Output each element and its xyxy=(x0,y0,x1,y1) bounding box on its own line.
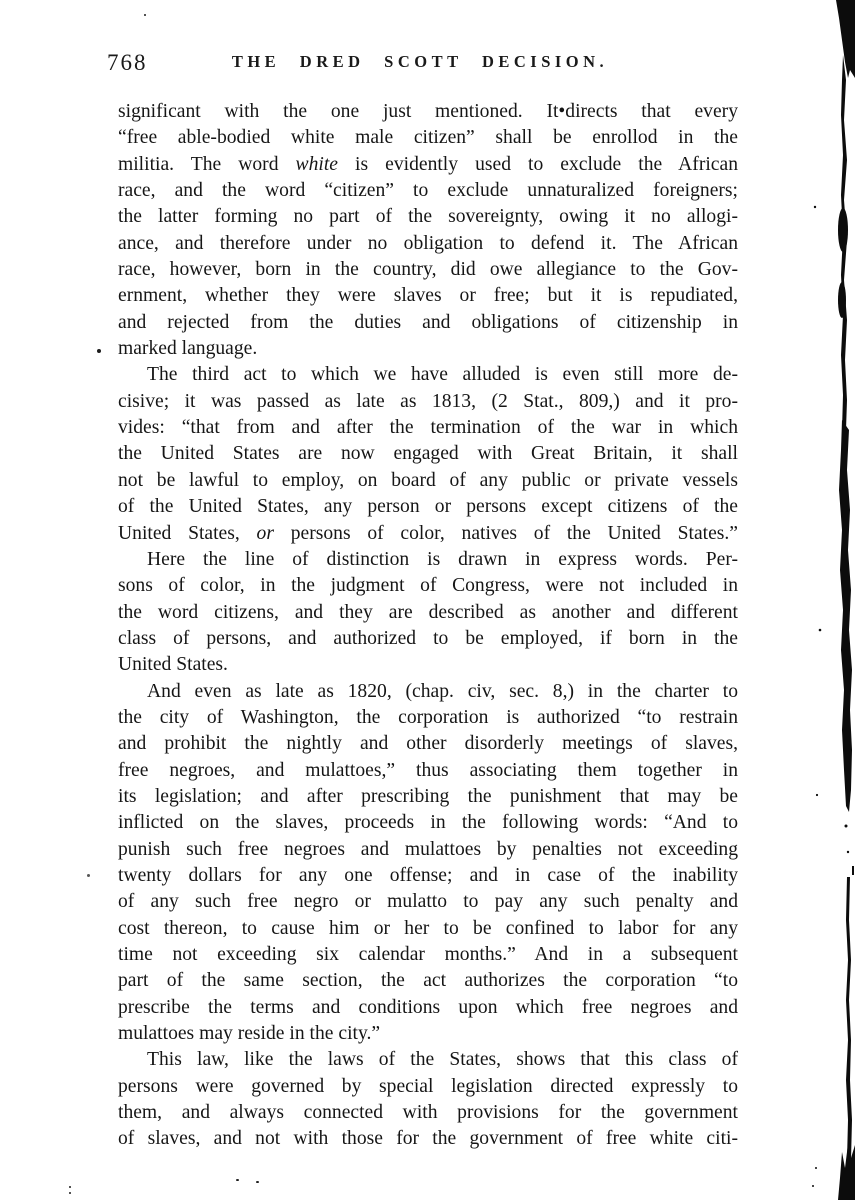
scan-speck xyxy=(69,1186,71,1188)
scan-speck xyxy=(236,1179,239,1181)
text-line: and prohibit the nightly and other disorderly meetings of slaves, xyxy=(118,733,738,755)
text-line: its legislation; and after prescribing the punishment that may be xyxy=(118,785,738,807)
text-line: significant with the one just mentioned. It•directs that every xyxy=(118,101,738,122)
text-line: class of persons, and authorized to be employed, if born in the xyxy=(118,627,738,649)
text-line: free negroes, and mulattoes,” thus associating them together in xyxy=(118,759,738,781)
text-block xyxy=(118,99,738,1153)
text-line: “free able-bodied white male citizen” shall be enrollod in the xyxy=(118,127,738,149)
text-line: Here the line of distinction is drawn in express words. Per- xyxy=(147,548,738,570)
text-line: race, however, born in the country, did owe allegiance to the Gov- xyxy=(118,259,738,281)
scan-speck xyxy=(144,14,146,16)
text-line: the word citizens, and they are described as another and different xyxy=(118,601,738,623)
text-line: cost thereon, to cause him or her to be confined to labor for any xyxy=(118,917,738,939)
text-line: The third act to which we have alluded is even still more de- xyxy=(147,364,738,386)
text-line: vides: “that from and after the termination of the war in which xyxy=(118,417,738,439)
text-line: ernment, whether they were slaves or free; but it is repudiated, xyxy=(118,285,738,307)
text-line: mulattoes may reside in the city.” xyxy=(118,1023,381,1045)
text-line: not be lawful to employ, on board of any public or private vessels xyxy=(118,469,738,491)
text-line: of any such free negro or mulatto to pay any such penalty and xyxy=(118,891,738,913)
scan-speck xyxy=(97,349,101,353)
text-line: cisive; it was passed as late as 1813, (2 Stat., 809,) and it pro- xyxy=(118,390,738,412)
scan-speck xyxy=(87,874,90,877)
text-line: and rejected from the duties and obligations of citizenship in xyxy=(118,311,738,333)
text-line: United States. xyxy=(118,654,228,676)
text-line: militia. The word white is evidently used to exclude the African xyxy=(118,153,738,175)
text-line: prescribe the terms and conditions upon which free negroes and xyxy=(118,996,738,1018)
text-line: sons of color, in the judgment of Congress, were not included in xyxy=(118,575,738,597)
text-line: the city of Washington, the corporation is authorized “to restrain xyxy=(118,706,738,728)
text-line: And even as late as 1820, (chap. civ, sec. 8,) in the charter to xyxy=(147,680,738,702)
text-line: the latter forming no part of the sovereignty, owing it no allogi- xyxy=(118,206,738,228)
text-line: of slaves, and not with those for the government of free white citi- xyxy=(118,1128,738,1150)
scan-artifact-right-edge xyxy=(810,0,855,1200)
text-line: marked language. xyxy=(118,338,258,360)
text-line: United States, or persons of color, natives of the United States.” xyxy=(118,522,738,544)
text-line: This law, like the laws of the States, shows that this class of xyxy=(147,1049,738,1071)
scan-speck xyxy=(256,1181,259,1183)
text-line: twenty dollars for any one offense; and in case of the inability xyxy=(118,864,738,886)
scan-speck xyxy=(69,1192,71,1194)
text-line: them, and always connected with provisions for the government xyxy=(118,1102,738,1124)
text-line: inflicted on the slaves, proceeds in the following words: “And to xyxy=(118,812,738,834)
text-line: time not exceeding six calendar months.” And in a subsequent xyxy=(118,944,738,965)
text-line: ance, and therefore under no obligation to defend it. The African xyxy=(118,232,738,254)
page-number: 768 xyxy=(107,50,148,75)
text-line: punish such free negroes and mulattoes by penalties not exceeding xyxy=(118,838,738,860)
page-header xyxy=(0,52,790,82)
running-title: THE DRED SCOTT DECISION. xyxy=(231,52,609,71)
text-line: of the United States, any person or persons except citizens of the xyxy=(118,496,738,518)
text-line: the United States are now engaged with Great Britain, it shall xyxy=(118,443,738,465)
text-line: persons were governed by special legislation directed expressly to xyxy=(118,1075,738,1097)
text-line: race, and the word “citizen” to exclude unnaturalized foreigners; xyxy=(118,180,738,202)
text-line: part of the same section, the act authorizes the corporation “to xyxy=(118,970,738,992)
